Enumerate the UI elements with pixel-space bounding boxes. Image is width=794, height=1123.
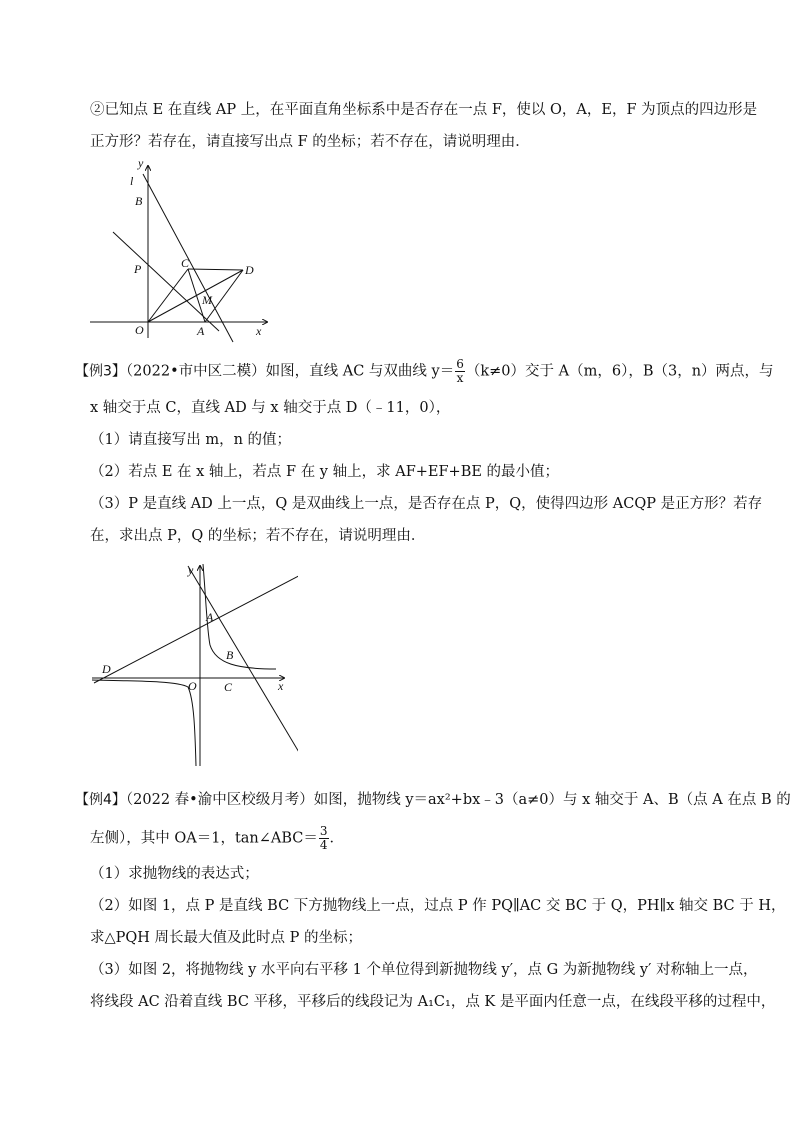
example-4-q1: （1）求抛物线的表达式； (90, 866, 259, 882)
fig2-label-C: C (224, 680, 233, 694)
example-3-tag: 【例3】 (75, 363, 126, 380)
example-3-line1: 【例3】（2022•市中区二模）如图，直线 AC 与双曲线 y＝ $\frac{6}{x}$ （k≠0）交于 A（m，6），B（3，n）两点，与 (75, 357, 774, 385)
fig2-label-y: y (188, 563, 194, 577)
fraction-6-over-x: $\frac{6}{x}$ (456, 357, 464, 385)
fig2-label-D: D (102, 662, 111, 676)
fig1-label-l: l (130, 174, 134, 188)
fig1-label-y: y (138, 158, 144, 170)
example-4-q2-line2: 求△PQH 周长最大值及此时点 P 的坐标； (90, 930, 363, 946)
example-4-tag: 【例4】 (75, 792, 126, 808)
example-3-q3-line1: （3）P 是直线 AD 上一点，Q 是双曲线上一点，是否存在点 P，Q，使得四边形 ACQP 是正方形？若存 (90, 496, 763, 512)
fig1-label-A: A (197, 324, 205, 338)
part2-line1: ②已知点 E 在直线 AP 上，在平面直角坐标系中是否存在一点 F，使以 O，A，E，F 为顶点的四边形是 (90, 102, 758, 118)
fig1-label-C: C (181, 256, 190, 270)
fig1-label-P: P (134, 262, 142, 276)
fig1-label-D: D (245, 263, 254, 277)
fig1-label-O: O (135, 323, 144, 337)
example-4-q3-line2: 将线段 AC 沿着直线 BC 平移，平移后的线段记为 A₁C₁，点 K 是平面内任意一点，在线段平移的过程中， (90, 994, 776, 1010)
part2-line2: 正方形？若存在，请直接写出点 F 的坐标；若不存在，请说明理由． (90, 134, 530, 150)
fig2-label-x: x (278, 679, 284, 693)
figure-2 (88, 560, 298, 772)
example-4-line1: 【例4】（2022 春•渝中区校级月考）如图，抛物线 y＝ax²+bx﹣3（a≠0）与 x 轴交于 A、B（点 A 在点 B 的 (75, 792, 791, 808)
example-4-q2-line1: （2）如图 1，点 P 是直线 BC 下方抛物线上一点，过点 P 作 PQ∥AC 交 BC 于 Q，PH∥x 轴交 BC 于 H， (90, 898, 786, 914)
example-3-line2: x 轴交于点 C，直线 AD 与 x 轴交于点 D（﹣11，0）， (90, 400, 451, 416)
example-3-q1: （1）请直接写出 m，n 的值； (90, 432, 292, 448)
fig1-label-x: x (256, 324, 262, 338)
fig1-label-M: M (202, 293, 212, 307)
fig2-label-B: B (226, 648, 234, 662)
example-4-q3-line1: （3）如图 2，将抛物线 y 水平向右平移 1 个单位得到新抛物线 y′，点 G 为新抛物线 y′ 对称轴上一点， (90, 962, 758, 978)
example-3-q2: （2）若点 E 在 x 轴上，若点 F 在 y 轴上，求 AF+EF+BE 的最小值； (90, 464, 560, 480)
fraction-3-over-4: $\frac{3}{4}$ (319, 824, 328, 852)
example-3-q3-line2: 在，求出点 P，Q 的坐标；若不存在，请说明理由． (90, 528, 426, 544)
fig1-label-B: B (135, 194, 143, 208)
fig2-label-A: A (206, 610, 214, 624)
example-4-line2: 左侧），其中 OA＝1，tan∠ABC＝ $\frac{3}{4}$ ． (90, 824, 345, 852)
figure-1 (85, 158, 285, 346)
fig2-label-O: O (188, 679, 197, 693)
